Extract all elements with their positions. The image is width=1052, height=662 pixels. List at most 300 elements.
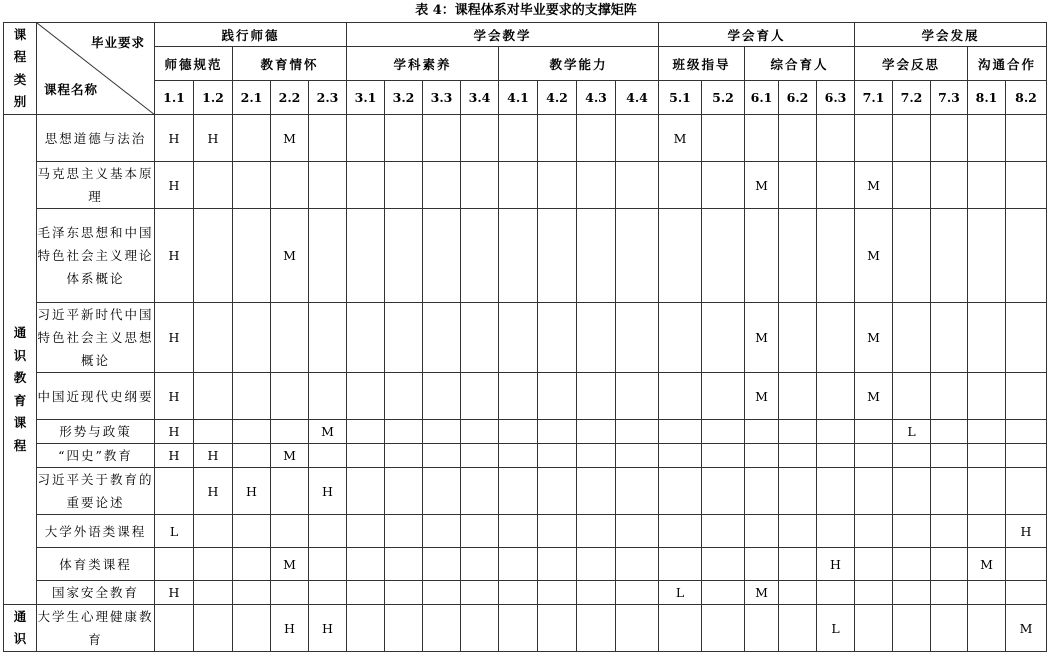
support-cell: M [745,303,779,373]
support-cell [499,420,538,444]
support-cell [194,605,233,652]
support-cell [461,373,499,420]
indicator-header: 4.2 [538,81,577,115]
support-cell [423,420,461,444]
support-cell: H [155,115,194,162]
support-cell [385,115,423,162]
support-cell [659,548,702,581]
course-name: 中国近现代史纲要 [37,373,155,420]
support-cell [817,420,855,444]
support-cell [817,303,855,373]
support-cell [577,581,616,605]
support-cell [745,115,779,162]
support-cell [309,515,347,548]
support-cell [461,581,499,605]
support-cell [233,420,271,444]
support-cell: M [271,209,309,303]
support-cell [616,373,659,420]
subgroup-header: 师德规范 [155,47,233,81]
support-cell [745,515,779,548]
table-row [4,548,1047,581]
support-cell [931,115,968,162]
course-name: 思想道德与法治 [37,115,155,162]
support-cell [893,209,931,303]
support-cell [309,162,347,209]
support-cell: M [968,548,1006,581]
support-cell [931,444,968,468]
support-cell [616,303,659,373]
category-cell: 通识教育课程 [4,115,37,605]
support-cell [423,515,461,548]
table-row [4,468,1047,515]
support-cell [659,303,702,373]
support-cell [779,115,817,162]
indicator-header: 7.2 [893,81,931,115]
support-cell: H [155,420,194,444]
support-cell [1006,444,1047,468]
support-cell [616,515,659,548]
support-cell [817,581,855,605]
support-cell [702,162,745,209]
support-cell [968,605,1006,652]
support-cell [385,303,423,373]
support-cell [616,444,659,468]
support-cell [855,444,893,468]
support-cell [309,115,347,162]
course-name-label: 课程名称 [44,82,99,97]
course-name: 习近平关于教育的重要论述 [37,468,155,515]
support-cell [855,548,893,581]
support-cell [155,468,194,515]
support-cell [309,444,347,468]
support-cell [817,162,855,209]
support-cell [616,581,659,605]
support-cell [745,444,779,468]
support-cell [893,303,931,373]
support-matrix-table [3,22,1047,652]
support-cell [347,162,385,209]
support-cell [461,115,499,162]
support-cell [577,209,616,303]
support-cell [461,605,499,652]
support-cell [538,115,577,162]
support-cell [385,420,423,444]
support-cell: H [155,373,194,420]
group-header: 学会教学 [347,23,659,47]
course-name: 毛泽东思想和中国特色社会主义理论体系概论 [37,209,155,303]
support-cell [968,581,1006,605]
support-cell [461,162,499,209]
support-cell: M [271,444,309,468]
support-cell [931,515,968,548]
indicator-header: 6.3 [817,81,855,115]
support-cell [779,548,817,581]
indicator-header: 2.3 [309,81,347,115]
support-cell [817,373,855,420]
support-cell: M [745,162,779,209]
support-cell [347,605,385,652]
support-cell [577,548,616,581]
support-cell [745,209,779,303]
indicator-header: 2.1 [233,81,271,115]
indicator-header: 5.2 [702,81,745,115]
support-cell [931,162,968,209]
support-cell [1006,209,1047,303]
support-cell [659,605,702,652]
support-cell [271,468,309,515]
support-cell [233,209,271,303]
support-cell [194,162,233,209]
support-cell [423,303,461,373]
support-cell [745,548,779,581]
support-cell [423,209,461,303]
support-cell [347,115,385,162]
support-cell: M [309,420,347,444]
table-row [4,581,1047,605]
support-cell [931,468,968,515]
support-cell: M [271,115,309,162]
indicator-header: 8.2 [1006,81,1047,115]
support-cell [499,444,538,468]
support-cell [385,605,423,652]
indicator-header: 3.4 [461,81,499,115]
support-cell [1006,468,1047,515]
support-cell [855,581,893,605]
support-cell [616,548,659,581]
support-cell [194,420,233,444]
support-cell [1006,162,1047,209]
support-cell [499,115,538,162]
support-cell [893,605,931,652]
support-cell [271,515,309,548]
support-cell [577,468,616,515]
course-name: “四史”教育 [37,444,155,468]
support-cell [702,373,745,420]
support-cell [538,468,577,515]
subgroup-header: 综合育人 [745,47,855,81]
support-cell [659,468,702,515]
support-cell [855,115,893,162]
support-cell [271,581,309,605]
support-cell [577,373,616,420]
indicator-header: 7.1 [855,81,893,115]
support-cell [577,420,616,444]
support-cell [155,605,194,652]
support-cell: H [1006,515,1047,548]
support-cell [423,581,461,605]
support-cell [499,605,538,652]
support-cell [233,162,271,209]
support-cell [347,373,385,420]
support-cell [499,162,538,209]
support-cell [931,420,968,444]
table-row [4,420,1047,444]
course-name: 体育类课程 [37,548,155,581]
indicator-header: 6.1 [745,81,779,115]
support-cell [779,303,817,373]
support-cell [499,373,538,420]
support-cell [893,515,931,548]
support-cell [702,581,745,605]
support-cell [893,444,931,468]
support-cell [423,115,461,162]
subgroup-header: 沟通合作 [968,47,1047,81]
support-cell [702,209,745,303]
course-name: 习近平新时代中国特色社会主义思想概论 [37,303,155,373]
support-cell [423,444,461,468]
support-cell [779,373,817,420]
support-cell [659,209,702,303]
requirement-label: 毕业要求 [90,35,145,50]
subgroup-header: 班级指导 [659,47,745,81]
support-cell [931,373,968,420]
support-cell [577,444,616,468]
support-cell: M [855,373,893,420]
support-cell [423,373,461,420]
support-cell [347,468,385,515]
support-cell [461,548,499,581]
support-cell [194,373,233,420]
support-cell [779,209,817,303]
support-cell: H [309,468,347,515]
support-cell [855,468,893,515]
support-cell: H [271,605,309,652]
support-cell [893,373,931,420]
support-cell [702,444,745,468]
support-cell [538,515,577,548]
support-cell [347,444,385,468]
support-cell [616,115,659,162]
support-cell [817,515,855,548]
support-cell: M [271,548,309,581]
support-cell [577,162,616,209]
support-cell [968,444,1006,468]
support-cell [423,162,461,209]
support-cell [855,515,893,548]
support-cell [461,420,499,444]
support-cell [702,548,745,581]
support-cell [659,515,702,548]
support-cell [233,444,271,468]
support-cell [538,420,577,444]
support-cell [616,162,659,209]
support-cell: H [817,548,855,581]
subgroup-header: 学会反思 [855,47,968,81]
support-cell [385,515,423,548]
indicator-header: 5.1 [659,81,702,115]
support-cell [461,209,499,303]
support-cell [194,209,233,303]
support-cell [309,373,347,420]
support-cell [702,115,745,162]
table-row [4,115,1047,162]
support-cell [385,468,423,515]
support-cell [499,548,538,581]
support-cell [271,162,309,209]
support-cell [538,444,577,468]
support-cell [1006,420,1047,444]
support-cell [461,444,499,468]
support-cell [893,548,931,581]
indicator-header: 7.3 [931,81,968,115]
support-cell [817,115,855,162]
support-cell [893,115,931,162]
group-header: 学会发展 [855,23,1047,47]
support-cell [745,420,779,444]
indicator-header: 2.2 [271,81,309,115]
course-name: 大学生心理健康教育 [37,605,155,652]
support-cell [233,581,271,605]
support-cell [347,420,385,444]
table-row [4,515,1047,548]
table-row [4,209,1047,303]
indicator-header: 8.1 [968,81,1006,115]
support-cell [931,581,968,605]
support-cell [577,303,616,373]
support-cell [931,605,968,652]
support-cell [194,581,233,605]
support-cell [1006,115,1047,162]
support-cell [309,209,347,303]
support-cell [385,548,423,581]
support-cell: H [194,468,233,515]
support-cell [155,548,194,581]
support-cell [577,115,616,162]
support-cell [779,605,817,652]
course-name: 形势与政策 [37,420,155,444]
support-cell [423,605,461,652]
support-cell [817,209,855,303]
support-cell [233,303,271,373]
support-cell [499,515,538,548]
support-cell [616,605,659,652]
support-cell [1006,303,1047,373]
table-row [4,162,1047,209]
support-cell: H [194,444,233,468]
indicator-header: 6.2 [779,81,817,115]
support-cell [194,515,233,548]
support-cell: H [309,605,347,652]
group-header: 学会育人 [659,23,855,47]
support-cell [347,303,385,373]
support-cell: M [659,115,702,162]
table-row [4,444,1047,468]
subgroup-header: 教学能力 [499,47,659,81]
support-cell [577,515,616,548]
support-cell [931,548,968,581]
course-name: 马克思主义基本原理 [37,162,155,209]
support-cell [309,303,347,373]
support-cell [538,209,577,303]
support-cell [461,303,499,373]
support-cell: H [194,115,233,162]
indicator-header: 3.3 [423,81,461,115]
support-cell [779,515,817,548]
matrix-body [4,115,1047,652]
support-cell [233,115,271,162]
support-cell [309,548,347,581]
support-cell [1006,373,1047,420]
support-cell [461,468,499,515]
support-cell [233,373,271,420]
indicator-row [4,81,1047,115]
support-cell [855,605,893,652]
support-cell [817,444,855,468]
support-cell [347,209,385,303]
support-cell [702,468,745,515]
support-cell [745,468,779,515]
category-cell: 通识 [4,605,37,652]
support-cell [538,162,577,209]
support-cell: H [155,581,194,605]
support-cell: M [855,209,893,303]
course-name: 国家安全教育 [37,581,155,605]
support-cell [385,162,423,209]
support-cell [702,303,745,373]
support-cell: M [855,162,893,209]
subgroup-header: 教育情怀 [233,47,347,81]
indicator-header: 1.1 [155,81,194,115]
course-name: 大学外语类课程 [37,515,155,548]
support-cell: H [155,162,194,209]
support-cell [385,373,423,420]
support-cell [893,581,931,605]
indicator-header: 4.1 [499,81,538,115]
support-cell [347,548,385,581]
support-cell [659,444,702,468]
support-cell: L [893,420,931,444]
support-cell [616,468,659,515]
support-cell: L [155,515,194,548]
support-cell [385,444,423,468]
support-cell [893,468,931,515]
support-cell [194,303,233,373]
subgroup-header: 学科素养 [347,47,499,81]
support-cell [385,581,423,605]
support-cell [702,515,745,548]
support-cell: H [155,209,194,303]
support-cell [745,605,779,652]
support-cell [893,162,931,209]
indicator-header: 4.4 [616,81,659,115]
support-cell [461,515,499,548]
support-cell [931,209,968,303]
support-cell [968,303,1006,373]
support-cell [616,420,659,444]
support-cell: L [659,581,702,605]
support-cell [855,420,893,444]
group-header: 践行师德 [155,23,347,47]
table-row [4,303,1047,373]
support-cell [931,303,968,373]
support-cell [779,581,817,605]
support-cell [385,209,423,303]
support-cell [616,209,659,303]
support-cell: M [745,373,779,420]
support-cell [499,468,538,515]
support-cell [779,468,817,515]
support-cell [499,303,538,373]
support-cell [538,303,577,373]
indicator-header: 3.1 [347,81,385,115]
support-cell [1006,581,1047,605]
support-cell [779,162,817,209]
support-cell [659,162,702,209]
support-cell [194,548,233,581]
support-cell [271,373,309,420]
support-cell [499,581,538,605]
support-cell [538,605,577,652]
